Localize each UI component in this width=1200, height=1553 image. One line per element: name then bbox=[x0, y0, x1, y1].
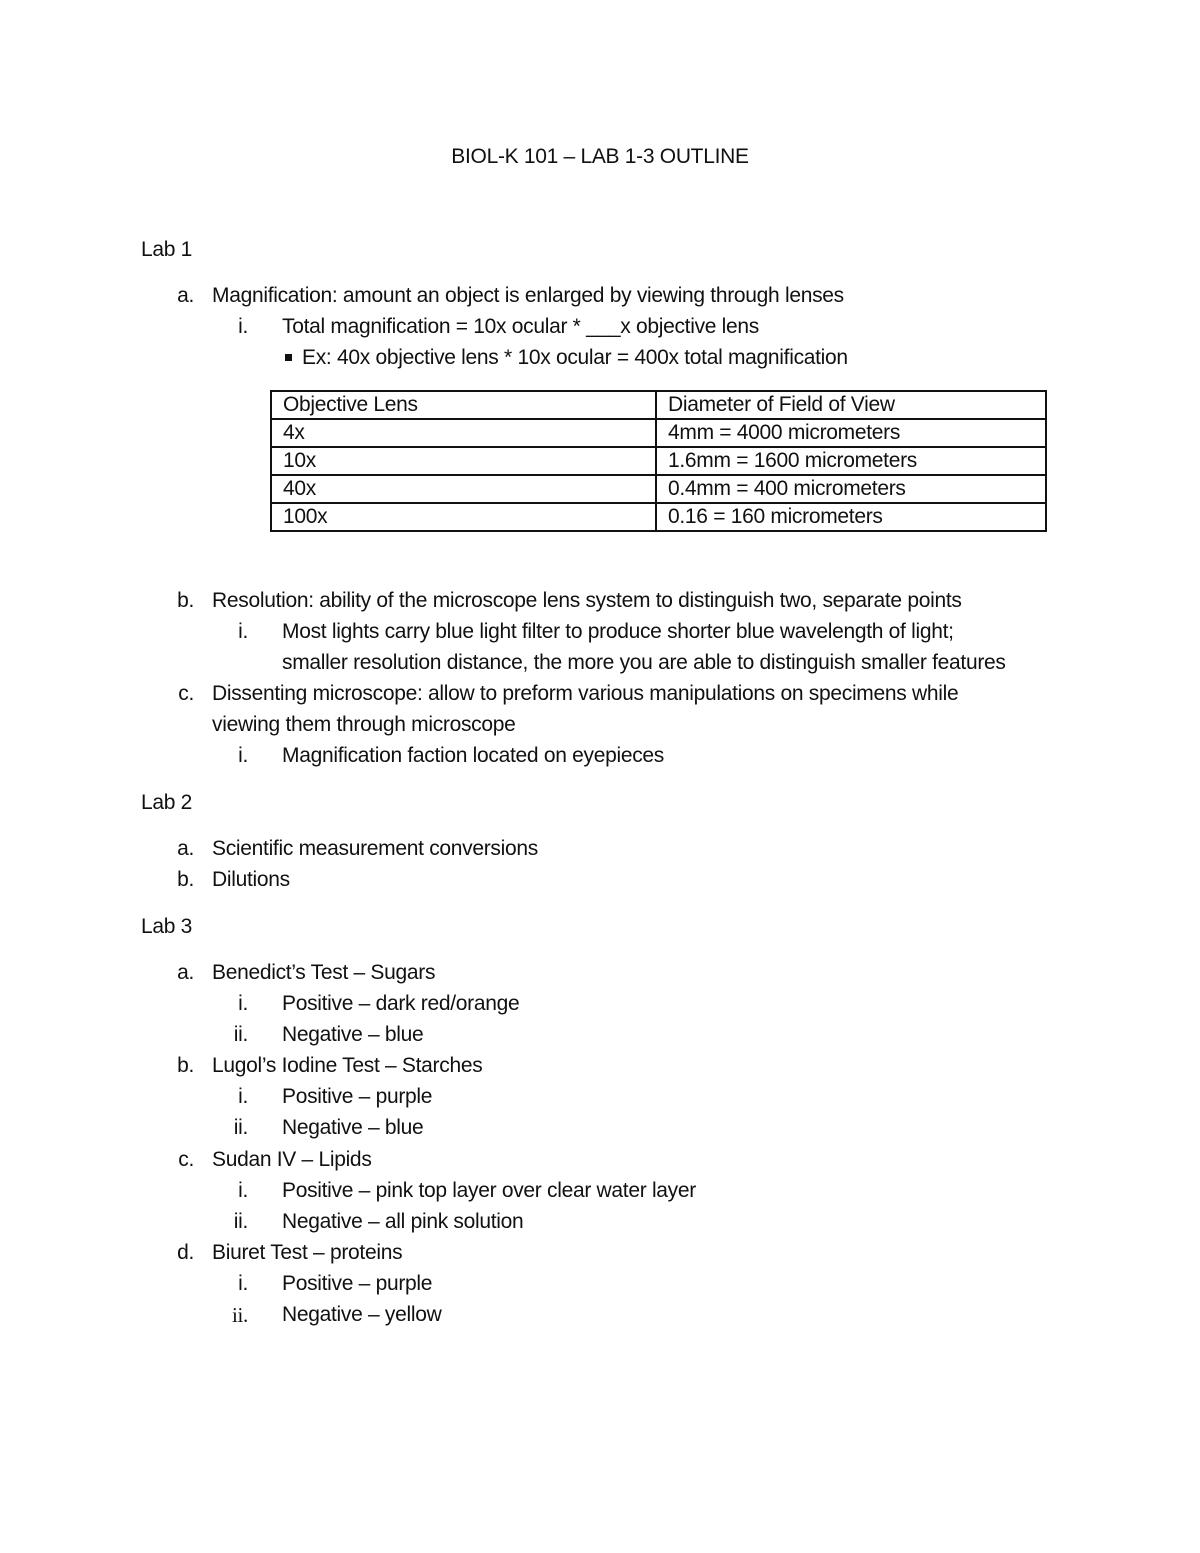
list-item-text: Dilutions bbox=[212, 868, 290, 891]
list-marker: i. bbox=[238, 1179, 248, 1202]
list-item-text-continued: smaller resolution distance, the more you are able to distinguish smaller features bbox=[282, 651, 1006, 674]
list-marker: i. bbox=[238, 1085, 248, 1108]
list-marker: ii. bbox=[233, 1116, 248, 1139]
list-item-text: Magnification: amount an object is enlarged by viewing through lenses bbox=[212, 284, 844, 307]
table-cell: 0.16 = 160 micrometers bbox=[656, 503, 1046, 531]
lab1-heading: Lab 1 bbox=[141, 238, 193, 261]
list-item-text: Scientific measurement conversions bbox=[212, 837, 538, 860]
table-row bbox=[271, 475, 1046, 503]
table-row bbox=[271, 447, 1046, 475]
list-item-text: Lugol’s Iodine Test – Starches bbox=[212, 1054, 483, 1077]
table-cell: 0.4mm = 400 micrometers bbox=[656, 475, 1046, 503]
table-cell: 1.6mm = 1600 micrometers bbox=[656, 447, 1046, 475]
table-cell: 10x bbox=[271, 447, 656, 475]
document-title: BIOL-K 101 – LAB 1-3 OUTLINE bbox=[451, 145, 749, 168]
list-marker: b. bbox=[177, 868, 194, 891]
list-item-text: Positive – dark red/orange bbox=[282, 992, 520, 1015]
list-item-text: Positive – purple bbox=[282, 1272, 433, 1295]
list-marker: b. bbox=[177, 1054, 194, 1077]
list-marker: i. bbox=[238, 620, 248, 643]
list-item-text: Negative – all pink solution bbox=[282, 1210, 524, 1233]
list-marker: i. bbox=[238, 744, 248, 767]
list-item-text: Biuret Test – proteins bbox=[212, 1241, 403, 1264]
table-header-cell: Objective Lens bbox=[271, 391, 656, 419]
list-marker: i. bbox=[238, 315, 248, 338]
list-item-text: Dissenting microscope: allow to preform various manipulations on specimens while bbox=[212, 682, 959, 705]
list-marker: b. bbox=[177, 589, 194, 612]
lab3-heading: Lab 3 bbox=[141, 915, 193, 938]
table-header-cell: Diameter of Field of View bbox=[656, 391, 1046, 419]
list-marker: c. bbox=[178, 1148, 194, 1171]
list-item-text: Positive – pink top layer over clear water layer bbox=[282, 1179, 696, 1202]
list-marker: a. bbox=[177, 837, 194, 860]
table-row bbox=[271, 419, 1046, 447]
square-bullet-icon bbox=[285, 354, 292, 361]
list-marker: ii. bbox=[231, 1303, 248, 1327]
list-marker: ii. bbox=[233, 1023, 248, 1046]
list-marker: i. bbox=[238, 1272, 248, 1295]
list-item-text: Ex: 40x objective lens * 10x ocular = 400x total magnification bbox=[302, 346, 848, 369]
list-marker: c. bbox=[178, 682, 194, 705]
list-item-text-continued: viewing them through microscope bbox=[212, 713, 516, 736]
list-item-text: Negative – yellow bbox=[282, 1303, 442, 1326]
table-cell: 4mm = 4000 micrometers bbox=[656, 419, 1046, 447]
list-item-text: Magnification faction located on eyepieces bbox=[282, 744, 664, 767]
list-marker: a. bbox=[177, 961, 194, 984]
list-marker: d. bbox=[177, 1241, 194, 1264]
table-row bbox=[271, 503, 1046, 531]
list-item-text: Total magnification = 10x ocular * ___x objective lens bbox=[282, 315, 760, 338]
table-cell: 100x bbox=[271, 503, 656, 531]
list-item-text: Benedict’s Test – Sugars bbox=[212, 961, 436, 984]
field-of-view-table bbox=[270, 390, 1047, 532]
table-cell: 40x bbox=[271, 475, 656, 503]
table-cell: 4x bbox=[271, 419, 656, 447]
list-marker: ii. bbox=[233, 1210, 248, 1233]
list-item-text: Sudan IV – Lipids bbox=[212, 1148, 372, 1171]
list-item-text: Positive – purple bbox=[282, 1085, 433, 1108]
lab2-heading: Lab 2 bbox=[141, 791, 193, 814]
list-marker: i. bbox=[238, 992, 248, 1015]
table-header-row bbox=[271, 391, 1046, 419]
list-item-text: Resolution: ability of the microscope lens system to distinguish two, separate points bbox=[212, 589, 962, 612]
list-item-text: Most lights carry blue light filter to produce shorter blue wavelength of light; bbox=[282, 620, 954, 643]
list-item-text: Negative – blue bbox=[282, 1116, 424, 1139]
list-marker: a. bbox=[177, 284, 194, 307]
list-item-text: Negative – blue bbox=[282, 1023, 424, 1046]
